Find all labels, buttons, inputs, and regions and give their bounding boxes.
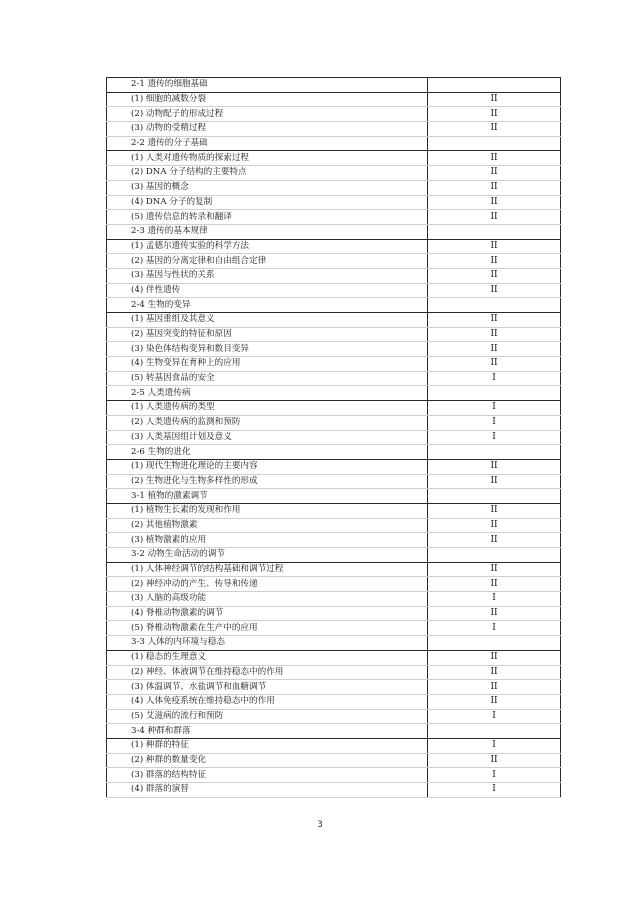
item-level: I — [428, 783, 561, 798]
table-row — [107, 166, 561, 181]
item-label: (5) 艾滋病的流行和预防 — [107, 709, 428, 724]
section-title: 2-5 人类遗传病 — [107, 386, 428, 401]
table-row — [107, 180, 561, 195]
table-row — [107, 709, 561, 724]
item-label: (1) 细胞的减数分裂 — [107, 92, 428, 107]
item-label: (1) 人类对遗传物质的探索过程 — [107, 151, 428, 166]
item-label: (2) 基因突变的特征和原因 — [107, 327, 428, 342]
item-label: (2) 种群的数量变化 — [107, 753, 428, 768]
table-row — [107, 665, 561, 680]
table-row — [107, 562, 561, 577]
table-row — [107, 371, 561, 386]
table-row — [107, 327, 561, 342]
table-row — [107, 680, 561, 695]
table-row — [107, 783, 561, 798]
item-label: (3) 植物激素的应用 — [107, 533, 428, 548]
requirements-table — [106, 77, 561, 798]
table-row — [107, 92, 561, 107]
item-label: (1) 人类遗传病的类型 — [107, 401, 428, 416]
item-level: I — [428, 621, 561, 636]
item-level: II — [428, 180, 561, 195]
item-label: (4) 群落的演替 — [107, 783, 428, 798]
item-label: (2) 生物进化与生物多样性的形成 — [107, 474, 428, 489]
item-label: (4) 伴性遗传 — [107, 283, 428, 298]
item-level: II — [428, 533, 561, 548]
table-row — [107, 459, 561, 474]
section-level-cell — [428, 445, 561, 460]
item-level: II — [428, 239, 561, 254]
item-level: II — [428, 195, 561, 210]
item-level: II — [428, 562, 561, 577]
item-label: (1) 基因重组及其意义 — [107, 313, 428, 328]
item-level: II — [428, 327, 561, 342]
table-row — [107, 474, 561, 489]
section-header-row — [107, 136, 561, 151]
item-level: II — [428, 753, 561, 768]
table-row — [107, 621, 561, 636]
item-label: (4) 人体免疫系统在维持稳态中的作用 — [107, 694, 428, 709]
item-label: (3) 动物的受精过程 — [107, 122, 428, 137]
item-label: (2) 动物配子的形成过程 — [107, 107, 428, 122]
item-level: II — [428, 151, 561, 166]
section-level-cell — [428, 386, 561, 401]
item-level: II — [428, 122, 561, 137]
item-label: (2) 基因的分离定律和自由组合定律 — [107, 254, 428, 269]
item-level: II — [428, 283, 561, 298]
table-body — [107, 78, 561, 798]
table-row — [107, 283, 561, 298]
item-level: II — [428, 503, 561, 518]
item-label: (1) 现代生物进化理论的主要内容 — [107, 459, 428, 474]
item-label: (4) 生物变异在育种上的应用 — [107, 357, 428, 372]
item-label: (1) 孟德尔遗传实验的科学方法 — [107, 239, 428, 254]
item-level: II — [428, 166, 561, 181]
item-label: (2) 神经、体液调节在维持稳态中的作用 — [107, 665, 428, 680]
item-level: I — [428, 592, 561, 607]
item-label: (3) 人脑的高级功能 — [107, 592, 428, 607]
table-row — [107, 313, 561, 328]
table-row — [107, 210, 561, 225]
item-level: I — [428, 415, 561, 430]
item-level: I — [428, 371, 561, 386]
section-header-row — [107, 724, 561, 739]
section-level-cell — [428, 636, 561, 651]
section-title: 3-4 种群和群落 — [107, 724, 428, 739]
table-row — [107, 753, 561, 768]
table-row — [107, 239, 561, 254]
table-row — [107, 107, 561, 122]
item-label: (4) DNA 分子的复制 — [107, 195, 428, 210]
section-level-cell — [428, 724, 561, 739]
table-row — [107, 430, 561, 445]
item-level: I — [428, 768, 561, 783]
item-label: (5) 脊椎动物激素在生产中的应用 — [107, 621, 428, 636]
item-label: (3) 基因的概念 — [107, 180, 428, 195]
item-level: II — [428, 342, 561, 357]
table-row — [107, 401, 561, 416]
table-row — [107, 357, 561, 372]
item-label: (3) 基因与性状的关系 — [107, 268, 428, 283]
item-level: II — [428, 107, 561, 122]
section-header-row — [107, 224, 561, 239]
item-level: II — [428, 254, 561, 269]
item-level: II — [428, 313, 561, 328]
section-title: 3-2 动物生命活动的调节 — [107, 548, 428, 563]
section-level-cell — [428, 136, 561, 151]
section-header-row — [107, 386, 561, 401]
table-row — [107, 694, 561, 709]
item-level: II — [428, 680, 561, 695]
item-level: II — [428, 210, 561, 225]
item-label: (2) 神经冲动的产生、传导和传递 — [107, 577, 428, 592]
item-level: II — [428, 357, 561, 372]
item-label: (2) 人类遗传病的监测和预防 — [107, 415, 428, 430]
section-level-cell — [428, 224, 561, 239]
table-row — [107, 738, 561, 753]
section-header-row — [107, 445, 561, 460]
item-level: II — [428, 474, 561, 489]
table-row — [107, 122, 561, 137]
table-row — [107, 768, 561, 783]
item-label: (4) 脊椎动物激素的调节 — [107, 606, 428, 621]
section-title: 3-3 人体的内环境与稳态 — [107, 636, 428, 651]
table-row — [107, 195, 561, 210]
item-label: (3) 群落的结构特征 — [107, 768, 428, 783]
section-title: 2-4 生物的变异 — [107, 298, 428, 313]
section-header-row — [107, 636, 561, 651]
item-level: II — [428, 665, 561, 680]
item-label: (1) 稳态的生理意义 — [107, 650, 428, 665]
item-level: II — [428, 650, 561, 665]
section-title: 3-1 植物的激素调节 — [107, 489, 428, 504]
table-row — [107, 415, 561, 430]
table-row — [107, 592, 561, 607]
item-label: (2) DNA 分子结构的主要特点 — [107, 166, 428, 181]
item-level: II — [428, 268, 561, 283]
item-level: I — [428, 430, 561, 445]
section-level-cell — [428, 298, 561, 313]
item-level: II — [428, 459, 561, 474]
section-title: 2-1 遗传的细胞基础 — [107, 78, 428, 93]
table-row — [107, 577, 561, 592]
item-label: (5) 遗传信息的转录和翻译 — [107, 210, 428, 225]
item-level: II — [428, 518, 561, 533]
section-header-row — [107, 78, 561, 93]
table-row — [107, 650, 561, 665]
item-label: (5) 转基因食品的安全 — [107, 371, 428, 386]
item-level: II — [428, 606, 561, 621]
table-row — [107, 342, 561, 357]
item-label: (1) 种群的特征 — [107, 738, 428, 753]
section-title: 2-2 遗传的分子基础 — [107, 136, 428, 151]
section-header-row — [107, 548, 561, 563]
section-title: 2-6 生物的进化 — [107, 445, 428, 460]
item-label: (1) 植物生长素的发现和作用 — [107, 503, 428, 518]
table-row — [107, 606, 561, 621]
item-level: I — [428, 738, 561, 753]
section-title: 2-3 遗传的基本规律 — [107, 224, 428, 239]
table-row — [107, 503, 561, 518]
item-level: II — [428, 577, 561, 592]
section-level-cell — [428, 548, 561, 563]
item-level: I — [428, 401, 561, 416]
table-row — [107, 268, 561, 283]
table-row — [107, 533, 561, 548]
item-label: (3) 人类基因组计划及意义 — [107, 430, 428, 445]
section-level-cell — [428, 78, 561, 93]
table-row — [107, 254, 561, 269]
table-row — [107, 151, 561, 166]
section-header-row — [107, 298, 561, 313]
section-header-row — [107, 489, 561, 504]
item-label: (2) 其他植物激素 — [107, 518, 428, 533]
page-number: 3 — [317, 820, 323, 830]
item-label: (1) 人体神经调节的结构基础和调节过程 — [107, 562, 428, 577]
item-label: (3) 体温调节、水盐调节和血糖调节 — [107, 680, 428, 695]
section-level-cell — [428, 489, 561, 504]
item-level: I — [428, 709, 561, 724]
item-level: II — [428, 92, 561, 107]
item-label: (3) 染色体结构变异和数目变异 — [107, 342, 428, 357]
item-level: II — [428, 694, 561, 709]
table-row — [107, 518, 561, 533]
